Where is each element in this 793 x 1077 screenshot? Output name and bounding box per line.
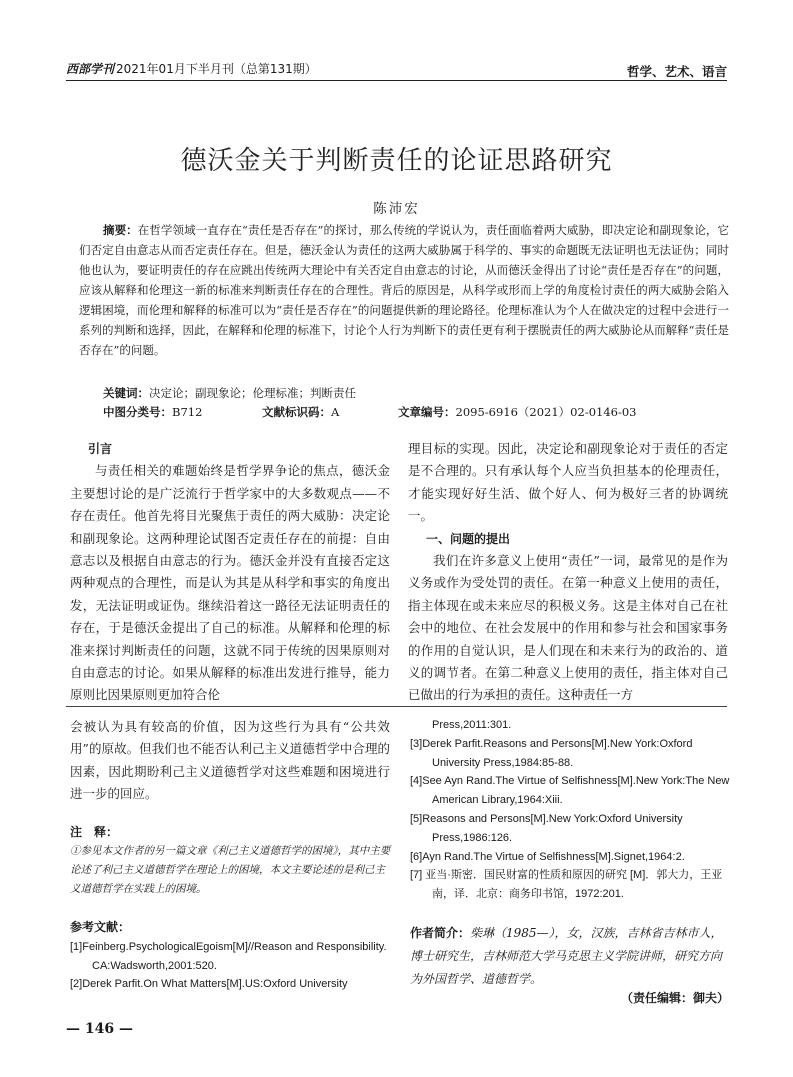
page-number: — 146 — bbox=[66, 1021, 133, 1037]
article-separator bbox=[66, 706, 727, 707]
abstract-label: 摘要： bbox=[103, 223, 138, 237]
article-number bbox=[398, 404, 637, 420]
doc-label: 文献标识码： bbox=[262, 405, 331, 419]
intro-paragraph: 与责任相关的难题始终是哲学界争论的焦点，德沃金主要想讨论的是广泛流行于哲学家中的大多数观点——不存在责任。他首先将目光聚焦于责任的两大威胁：决定论和副现象论。这两种理论试图否定责任存在的前提：自由意志以及根据自由意志的行为。德沃金并没有直接否定这两种观点的合理性，而是认为其是从科学和事实的角度出发，无法证明或证伪。继续沿着这一路径无法证明责任的存在，于是德沃金提出了自己的标准。从解释和伦理的标准来探讨判断责任的问题，这就不同于传统的因果原则对自由意志的讨论。如果从解释的标准出发进行推导，能力原则比因果原则更加符合伦 bbox=[70, 463, 390, 703]
clc-label: 中图分类号： bbox=[103, 405, 172, 419]
references-left bbox=[70, 938, 394, 994]
reference-item: [1]Feinberg.PsychologicalEgoism[M]//Reason and Responsibility. CA:Wadsworth,2001:520. bbox=[70, 941, 387, 972]
reference-item: [3]Derek Parfit.Reasons and Persons[M].New York:Oxford University Press,1984:85-88. bbox=[410, 737, 693, 769]
references-right bbox=[410, 716, 730, 904]
body-column-left bbox=[70, 438, 390, 707]
reference-item: [5]Reasons and Persons[M].New York:Oxford University Press,1986:126. bbox=[410, 812, 683, 844]
reference-item: [7] 亚当·斯密．国民财富的性质和原因的研究 [M]．郭大力，王亚南，译．北京：商务印书馆，1972:201. bbox=[410, 869, 723, 901]
article-no-label: 文章编号： bbox=[398, 405, 456, 419]
intro-continuation: 理目标的实现。因此，决定论和副现象论对于责任的否定是不合理的。只有承认每个人应当负担基本的伦理责任，才能实现好好生活、做个好人、何为极好三者的协调统一。 bbox=[408, 441, 728, 524]
keywords-text: 决定论；副现象论；伦理标准；判断责任 bbox=[149, 386, 356, 400]
keywords-label: 关键词： bbox=[103, 386, 149, 400]
note-item: ①参见本文作者的另一篇文章《利己主义道德哲学的困境》，其中主要论述了利己主义道德哲学在理论上的困境，本文主要论述的是利己主义道德哲学在实践上的困境。 bbox=[70, 845, 391, 895]
reference-item: [6]Ayn Rand.The Virtue of Selfishness[M].Signet,1964:2. bbox=[410, 850, 685, 863]
section-name: 哲学、艺术、语言 bbox=[626, 64, 727, 79]
clc-number bbox=[103, 404, 202, 420]
previous-article-tail: 会被认为具有较高的价值，因为这些行为具有“公共效用”的原故。但我们也不能否认利己主义道德哲学中合理的因素，因此期盼利己主义道德哲学对这些难题和困境进行进一步的回应。 bbox=[70, 719, 390, 802]
abstract-text: 在哲学领域一直存在“责任是否存在”的探讨，那么传统的学说认为，责任面临着两大威胁，即决定论和副现象论，它们否定自由意志从而否定责任存在。但是，德沃金认为责任的这两大威胁属于科学的、事实的命题既无法证明也无法证伪；同时他也认为，要证明责任的存在应跳出传统两大理论中有关否定自由意志的讨论，从而德沃金得出了讨论“责任是否存在”的问题，应该从解释和伦理这一新的标准来判断责任存在的合理性。背后的原因是，从科学或形而上学的角度检讨责任的两大威胁会陷入逻辑困境，而伦理和解释的标准可以为“责任是否存在”的问题提供新的理论路径。伦理标准认为个人在做决定的过程中会进行一系列的判断和选择，因此，在解释和伦理的标准下，讨论个人行为判断下的责任更有利于摆脱责任的两大威胁论从而解释“责任是否存在”的问题。 bbox=[79, 223, 729, 357]
author-bio-label: 作者简介： bbox=[410, 926, 471, 940]
article-title: 德沃金关于判断责任的论证思路研究 bbox=[180, 146, 613, 176]
document-code bbox=[262, 404, 339, 420]
author-bio-text: 柴琳（1985—），女，汉族，吉林省吉林市人，博士研究生，吉林师范大学马克思主义学院讲师，研究方向为外国哲学、道德哲学。 bbox=[410, 926, 723, 986]
running-header-left bbox=[66, 60, 317, 77]
notes-heading: 注 释： bbox=[70, 825, 119, 839]
issue-info: 2021年01月下半月刊（总第131期） bbox=[116, 62, 317, 76]
journal-name: 西部学刊 bbox=[66, 62, 115, 76]
reference-item: [4]See Ayn Rand.The Virtue of Selfishness[M].New York:The New American Library,1964:Xiii. bbox=[410, 775, 730, 807]
section1-heading: 一、问题的提出 bbox=[426, 531, 511, 546]
references-heading: 参考文献： bbox=[70, 920, 131, 934]
reference-item-continuation: Press,2011:301. bbox=[432, 719, 512, 731]
clc-value: B712 bbox=[172, 405, 203, 419]
abstract bbox=[79, 220, 729, 360]
intro-heading: 引言 bbox=[88, 442, 113, 456]
keywords bbox=[103, 385, 356, 401]
article-no-value: 2095-6916（2021）02-0146-03 bbox=[455, 405, 637, 419]
body-column-right bbox=[408, 438, 728, 707]
section1-paragraph: 我们在许多意义上使用“责任”一词，最常见的是作为义务或作为受处罚的责任。在第一种意义上使用的责任，指主体现在或未来应尽的积极义务。这是主体对自己在社会中的地位、在社会发展中的作用和参与社会和国家事务的作用的自觉认识，是人们现在和未来行为的政治的、道义的调节者。在第二种意义上使用的责任，指主体对自己已做出的行为承担的责任。这种责任一方 bbox=[408, 553, 728, 703]
responsible-editor: （责任编辑：御夫） bbox=[620, 991, 729, 1005]
author-bio bbox=[410, 922, 730, 991]
header-rule bbox=[66, 80, 727, 81]
doc-value: A bbox=[331, 405, 340, 419]
reference-item: [2]Derek Parfit.On What Matters[M].US:Oxford University bbox=[70, 978, 348, 990]
article-author: 陈沛宏 bbox=[373, 201, 420, 217]
